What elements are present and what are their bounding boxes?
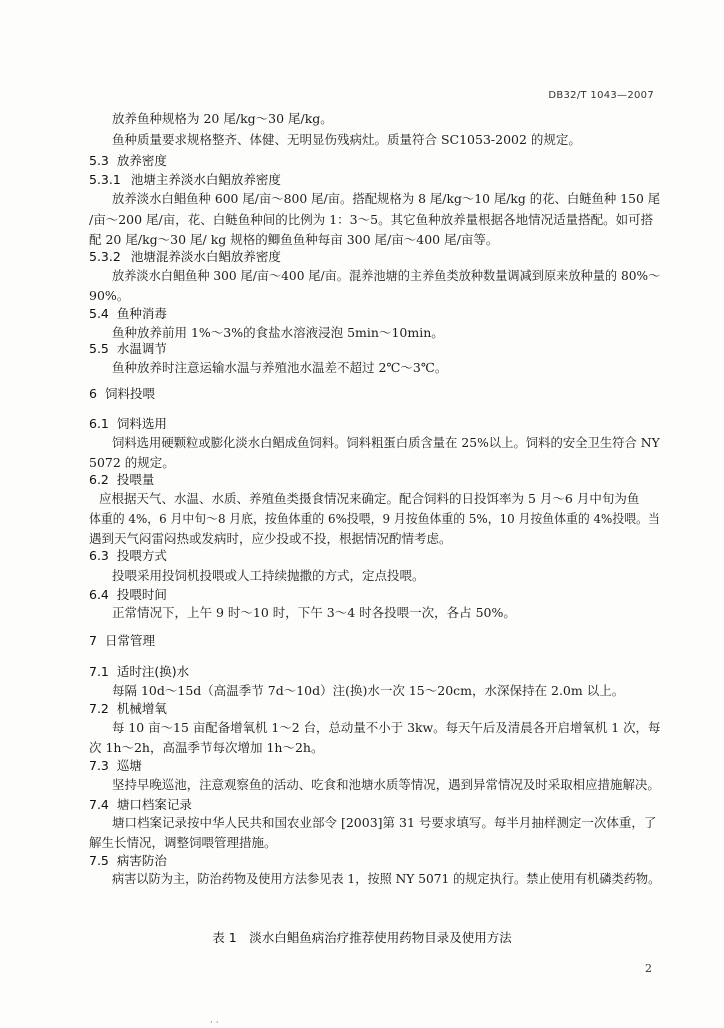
section-heading-7-4	[89, 795, 192, 813]
text-line: 应根据天气、水温、水质、养殖鱼类摄食情况来确定。配合饲料的日投饵率为 5 月～6 月中旬为鱼	[99, 491, 640, 506]
section-number: 6.1	[89, 416, 109, 431]
section-title: 投喂量	[116, 472, 155, 487]
text-line: 坚持早晚巡池，注意观察鱼的活动、吃食和池塘水质等情况，遇到异常情况及时采取相应措施解决。	[112, 777, 660, 792]
section-heading-6-2	[89, 470, 154, 488]
chapter-heading-7	[89, 631, 155, 649]
section-number: 7.4	[89, 797, 109, 812]
text-line: 放养淡水白鲳鱼种 300 尾/亩～400 尾/亩。混养池塘的主养鱼类放种数量调减到原来放种量的 80%～	[112, 268, 661, 283]
section-number: 6.3	[89, 548, 109, 563]
section-heading-6-4	[89, 585, 167, 603]
section-heading-5-3	[89, 151, 167, 169]
section-title: 投喂时间	[116, 587, 167, 602]
text-line: 病害以防为主，防治药物及使用方法参见表 1，按照 NY 5071 的规定执行。禁止使用有机磷类药物。	[112, 871, 661, 886]
section-number: 6.2	[89, 472, 109, 487]
section-number: 6.4	[89, 587, 109, 602]
section-heading-7-5	[89, 851, 167, 869]
section-heading-6-1	[89, 414, 167, 432]
section-heading-5-4	[89, 304, 167, 322]
text-line: 鱼种质量要求规格整齐、体健、无明显伤残病灶。质量符合 SC1053-2002 的规定。	[112, 132, 581, 147]
section-number: 7.1	[89, 664, 109, 679]
section-heading-6-3	[89, 546, 167, 564]
section-heading-7-3	[89, 756, 142, 774]
text-line: 体重的 4%，6 月中旬～8 月底，按鱼体重的 6%投喂，9 月按鱼体重的 5%，10 月按鱼体重的 4%投喂。当	[89, 511, 660, 526]
section-title: 鱼种消毒	[116, 306, 167, 321]
text-line: 放养鱼种规格为 20 尾/kg～30 尾/kg。	[112, 111, 333, 126]
text-line: 次 1h～2h，高温季节每次增加 1h～2h。	[89, 740, 324, 755]
text-line: 投喂采用投饲机投喂或人工持续抛撒的方式，定点投喂。	[112, 568, 425, 583]
section-number: 5.5	[89, 341, 109, 356]
section-number: 5.3.1	[89, 172, 121, 187]
text-line: 放养淡水白鲳鱼种 600 尾/亩～800 尾/亩。搭配规格为 8 尾/kg～10 尾/kg 的花、白鲢鱼种 150 尾	[112, 191, 661, 206]
text-line: 每 10 亩～15 亩配备增氧机 1～2 台，总动量不小于 3kw。每天午后及清晨各开启增氧机 1 次，每	[112, 720, 661, 735]
section-title: 饲料投喂	[104, 386, 155, 401]
section-title: 适时注(换)水	[116, 664, 190, 679]
section-title: 病害防治	[116, 853, 167, 868]
section-title: 日常管理	[104, 633, 155, 648]
section-number: 5.3.2	[89, 249, 121, 264]
section-heading-5-5	[89, 339, 167, 357]
table-caption: 表 1 淡水白鲳鱼病治疗推荐使用药物目录及使用方法	[212, 930, 512, 945]
page-number: 2	[645, 962, 652, 975]
section-number: 5.3	[89, 153, 109, 168]
section-title: 放养密度	[116, 153, 167, 168]
section-title: 水温调节	[116, 341, 167, 356]
section-title: 巡塘	[116, 758, 142, 773]
section-title: 饲料选用	[116, 416, 167, 431]
text-line: 配 20 尾/kg～30 尾/ kg 规格的鲫鱼鱼种每亩 300 尾/亩～400 尾/亩等。	[89, 232, 499, 247]
section-title: 塘口档案记录	[116, 797, 192, 812]
section-number: 7	[89, 633, 97, 648]
section-title: 池塘混养淡水白鲳放养密度	[130, 249, 281, 264]
section-heading-7-2	[89, 699, 167, 717]
text-line: 正常情况下，上午 9 时～10 时，下午 3～4 时各投喂一次，各占 50%。	[112, 605, 516, 620]
text-line: 鱼种放养前用 1%～3%的食盐水溶液浸泡 5min～10min。	[112, 325, 444, 340]
text-line: 90%。	[89, 288, 130, 303]
section-title: 池塘主养淡水白鲳放养密度	[130, 172, 281, 187]
text-line: 5072 的规定。	[89, 455, 175, 470]
section-heading-5-3-2	[89, 247, 281, 265]
text-line: 解生长情况，调整饲喂管理措施。	[89, 835, 277, 850]
section-number: 6	[89, 386, 97, 401]
text-line: 塘口档案记录按中华人民共和国农业部令 [2003]第 31 号要求填写。每半月抽样测定一次体重，了	[112, 815, 657, 830]
section-heading-7-1	[89, 662, 189, 680]
section-number: 7.3	[89, 758, 109, 773]
section-title: 机械增氧	[116, 701, 167, 716]
section-number: 7.2	[89, 701, 109, 716]
section-number: 7.5	[89, 853, 109, 868]
chapter-heading-6	[89, 384, 155, 402]
section-number: 5.4	[89, 306, 109, 321]
section-title: 投喂方式	[116, 548, 167, 563]
text-line: 每隔 10d～15d（高温季节 7d～10d）注(换)水一次 15～20cm，水深保持在 2.0m 以上。	[112, 683, 625, 698]
scan-mark: · ·	[210, 1018, 219, 1028]
section-heading-5-3-1	[89, 170, 281, 188]
text-line: 遇到天气闷雷闷热或发病时，应少投或不投，根据情况酌情考虑。	[89, 531, 452, 546]
text-line: /亩～200 尾/亩，花、白鲢鱼种间的比例为 1：3～5。其它鱼种放养量根据各地情况适量搭配。如可搭	[89, 212, 654, 227]
text-line: 鱼种放养时注意运输水温与养殖池水温差不超过 2℃～3℃。	[112, 360, 448, 375]
text-line: 饲料选用硬颗粒或膨化淡水白鲳成鱼饲料。饲料粗蛋白质含量在 25%以上。饲料的安全卫生符合 NY	[112, 435, 660, 450]
standard-number: DB32/T 1043—2007	[548, 90, 654, 101]
